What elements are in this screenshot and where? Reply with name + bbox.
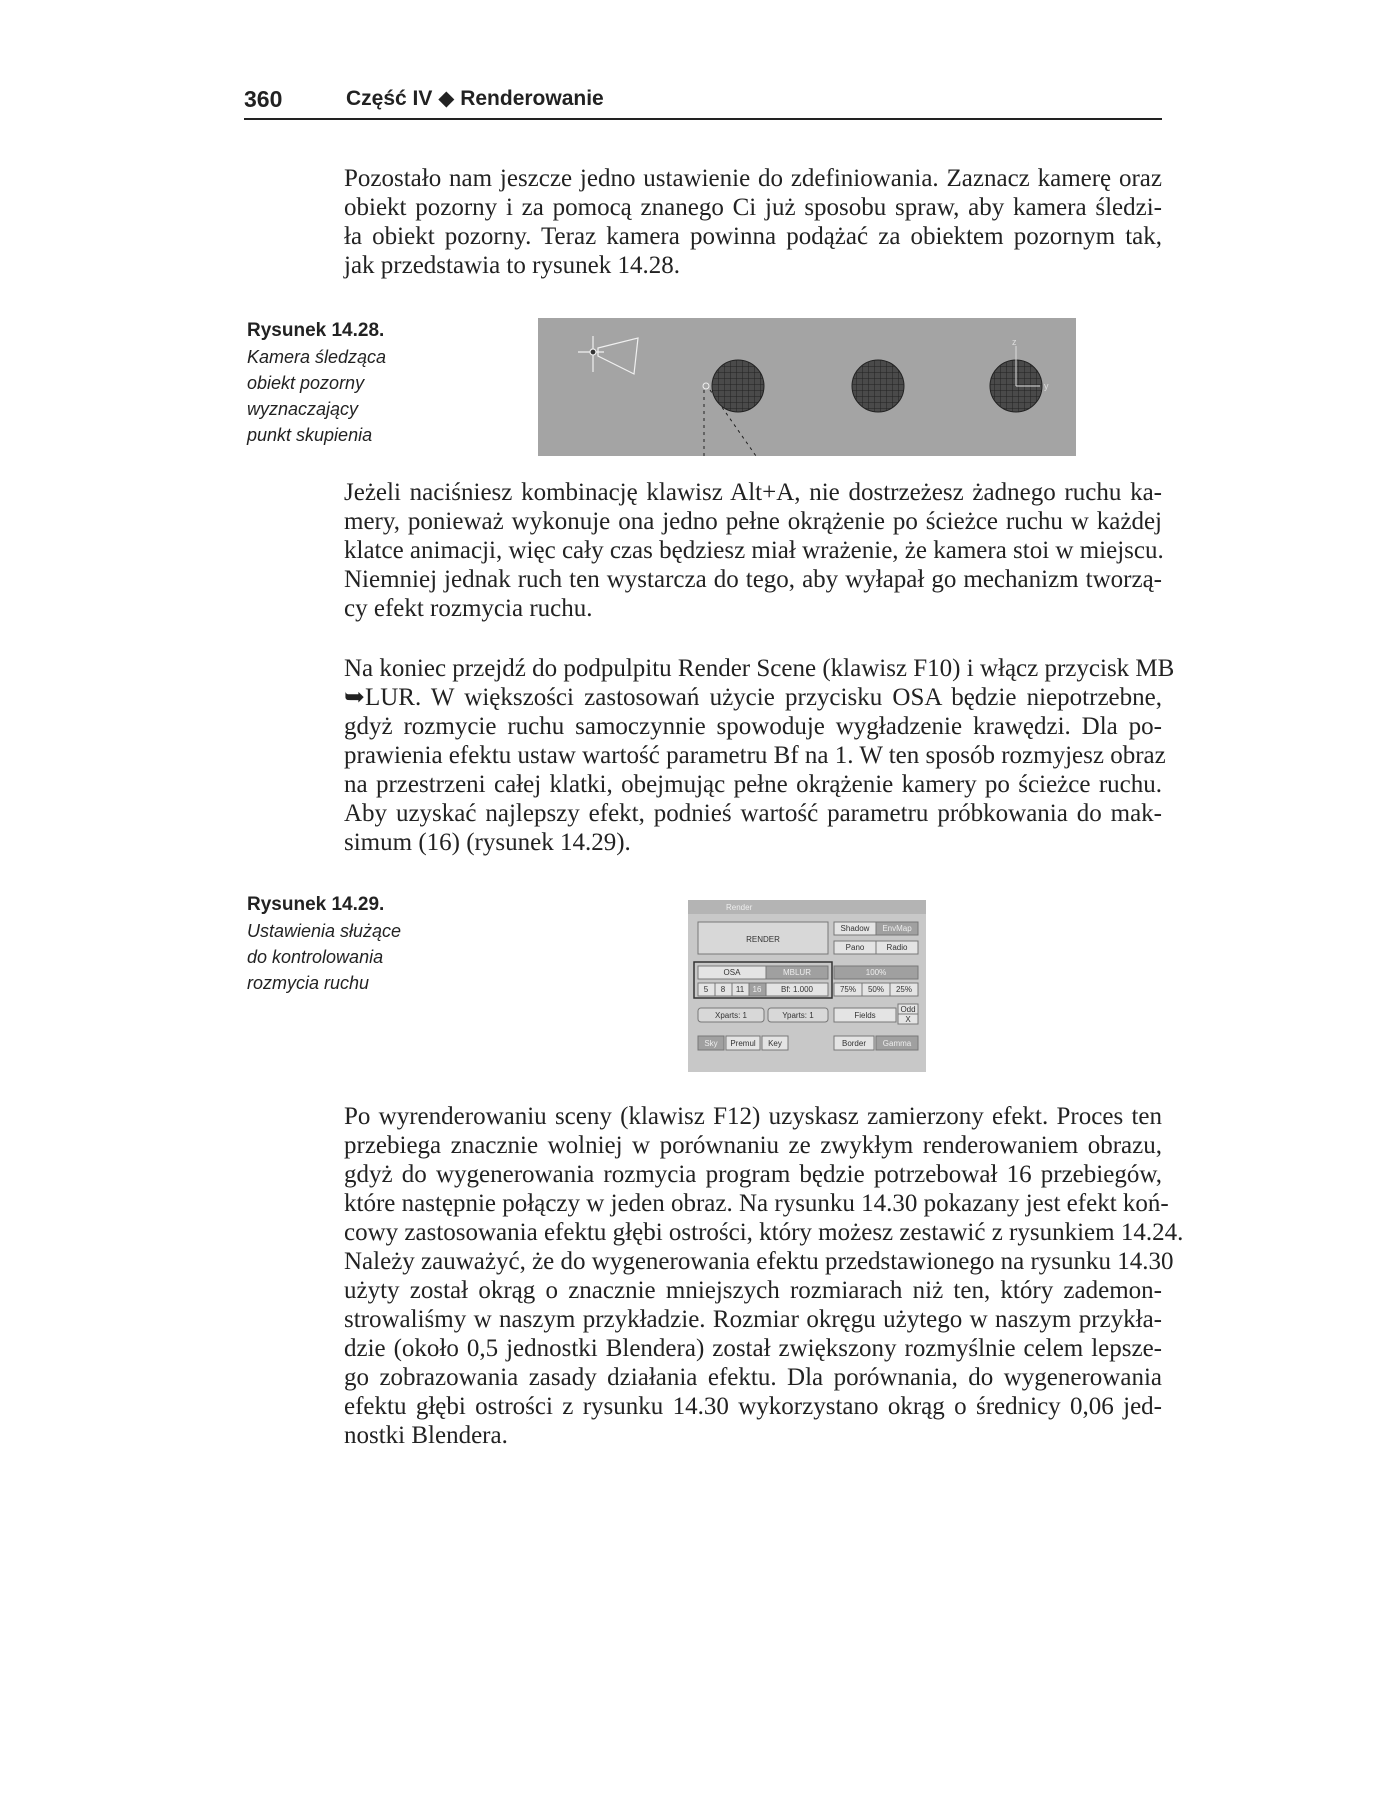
figure-number: Rysunek 14.28. <box>247 320 385 341</box>
figure-number: Rysunek 14.29. <box>247 894 385 915</box>
text-line: Jeżeli naciśniesz kombinację klawisz Alt+A, nie dostrzeżesz żadnego ruchu ka- <box>344 479 1162 506</box>
text-line: cy efekt rozmycia ruchu. <box>344 595 593 622</box>
caption-line: do kontrolowania <box>247 947 384 967</box>
caption-line: punkt skupienia <box>247 425 373 445</box>
axis-label-z: z <box>1012 337 1017 347</box>
text-line: nostki Blendera. <box>344 1422 508 1449</box>
figure-caption-14-29 <box>247 892 401 996</box>
figure-14-28-viewport <box>538 318 1076 456</box>
page-number: 360 <box>244 86 283 112</box>
text-line: strowaliśmy w naszym przykładzie. Rozmiar okręgu użytego w naszym przykła- <box>344 1306 1162 1333</box>
x-button[interactable]: X <box>905 1015 911 1024</box>
text-line: użyty został okrąg o znacznie mniejszych rozmiarach niż ten, który zademon- <box>344 1277 1162 1304</box>
gamma-button[interactable]: Gamma <box>882 1039 912 1048</box>
size-100-button[interactable]: 100% <box>865 968 887 977</box>
osa-button[interactable]: OSA <box>723 968 741 977</box>
size-25-button[interactable]: 25% <box>895 985 913 994</box>
osa-5-button[interactable]: 5 <box>703 985 709 994</box>
envmap-button[interactable]: EnvMap <box>882 924 912 933</box>
xparts-field[interactable]: Xparts: 1 <box>714 1011 748 1020</box>
paragraph-3 <box>344 654 1175 857</box>
caption-line: Ustawienia służące <box>247 921 402 941</box>
text-line: Należy zauważyć, że do wygenerowania efektu przedstawionego na rysunku 14.30 <box>344 1248 1174 1275</box>
text-line: Niemniej jednak ruch ten wystarcza do tego, aby wyłapał go mechanizm tworzą- <box>344 566 1162 593</box>
text-line: mery, ponieważ wykonuje ona jedno pełne okrążenie po ścieżce ruchu w każdej <box>344 508 1162 535</box>
camera-icon <box>578 336 638 374</box>
odd-button[interactable]: Odd <box>900 1005 916 1014</box>
caption-line: wyznaczający <box>247 399 359 419</box>
paragraph-2 <box>344 478 1162 623</box>
running-header <box>244 86 1162 120</box>
radio-button[interactable]: Radio <box>886 943 908 952</box>
text-line: cowy zastosowania efektu głębi ostrości, który możesz zestawić z rysunkiem 14.24. <box>344 1219 1184 1246</box>
key-button[interactable]: Key <box>768 1039 782 1048</box>
text-line: na przestrzeni całej klatki, obejmując pełne okrążenie kamery po ścieżce ruchu. <box>344 771 1162 798</box>
text-line: przebiega znacznie wolniej w porównaniu ze zwykłym renderowaniem obrazu, <box>344 1132 1162 1159</box>
text-line: gdyż rozmycie ruchu samoczynnie spowoduje wygładzenie krawędzi. Dla po- <box>344 713 1162 740</box>
text-line: simum (16) (rysunek 14.29). <box>344 829 631 856</box>
bf-field[interactable]: Bf: 1.000 <box>780 985 814 994</box>
text-line: go zobrazowania zasady działania efektu. Dla porównania, do wygenerowania <box>344 1364 1162 1391</box>
text-line: jak przedstawia to rysunek 14.28. <box>344 252 681 279</box>
size-75-button[interactable]: 75% <box>839 985 857 994</box>
chapter-title: Część IV ◆ Renderowanie <box>346 87 604 110</box>
text-line: Na koniec przejdź do podpulpitu Render Scene (klawisz F10) i włącz przycisk MB <box>344 655 1175 682</box>
sky-button[interactable]: Sky <box>704 1039 718 1048</box>
premul-button[interactable]: Premul <box>730 1039 756 1048</box>
panel-title: Render <box>726 903 753 912</box>
figure-14-29-render-panel <box>688 900 926 1072</box>
text-line: obiekt pozorny i za pomocą znanego Ci już sposobu spraw, aby kamera śledzi- <box>344 194 1162 221</box>
figure-caption-14-28 <box>247 318 386 448</box>
paragraph-4 <box>344 1102 1184 1450</box>
sphere-1 <box>712 360 764 412</box>
text-line: efektu głębi ostrości z rysunku 14.30 wykorzystano okrąg o średnicy 0,06 jed- <box>344 1393 1162 1420</box>
text-line: ła obiekt pozorny. Teraz kamera powinna podążać za obiektem pozornym tak, <box>344 223 1162 250</box>
text-line: ➥LUR. W większości zastosowań użycie przycisku OSA będzie niepotrzebne, <box>344 684 1162 711</box>
text-line: gdyż do wygenerowania rozmycia program będzie potrzebował 16 przebiegów, <box>344 1161 1162 1188</box>
border-button[interactable]: Border <box>841 1039 867 1048</box>
size-50-button[interactable]: 50% <box>867 985 885 994</box>
text-line: dzie (około 0,5 jednostki Blendera) został zwiększony rozmyślnie celem lepsze- <box>344 1335 1162 1362</box>
osa-16-button[interactable]: 16 <box>752 985 762 994</box>
osa-8-button[interactable]: 8 <box>720 985 726 994</box>
caption-line: obiekt pozorny <box>247 373 365 393</box>
render-button[interactable]: RENDER <box>746 935 780 944</box>
viewport-illustration <box>538 318 1076 456</box>
text-line: Po wyrenderowaniu sceny (klawisz F12) uzyskasz zamierzony efekt. Proces ten <box>344 1103 1162 1130</box>
osa-11-button[interactable]: 11 <box>735 985 745 994</box>
text-line: prawienia efektu ustaw wartość parametru Bf na 1. W ten sposób rozmyjesz obraz <box>344 742 1166 769</box>
yparts-field[interactable]: Yparts: 1 <box>782 1011 814 1020</box>
caption-line: rozmycia ruchu <box>247 973 370 993</box>
text-line: które następnie połączy w jeden obraz. Na rysunku 14.30 pokazany jest efekt koń- <box>344 1190 1169 1217</box>
text-line: klatce animacji, więc cały czas będziesz miał wrażenie, że kamera stoi w miejscu. <box>344 537 1164 564</box>
sphere-2 <box>852 360 904 412</box>
paragraph-1 <box>344 164 1162 280</box>
render-panel-illustration <box>688 900 926 1072</box>
fields-button[interactable]: Fields <box>854 1011 876 1020</box>
axis-label-y: y <box>1044 381 1049 391</box>
text-line: Pozostało nam jeszcze jedno ustawienie do zdefiniowania. Zaznacz kamerę oraz <box>344 165 1162 192</box>
shadow-button[interactable]: Shadow <box>840 924 870 933</box>
caption-line: Kamera śledząca <box>247 347 387 367</box>
pano-button[interactable]: Pano <box>845 943 865 952</box>
text-line: Aby uzyskać najlepszy efekt, podnieś wartość parametru próbkowania do mak- <box>344 800 1162 827</box>
mblur-button[interactable]: MBLUR <box>782 968 812 977</box>
